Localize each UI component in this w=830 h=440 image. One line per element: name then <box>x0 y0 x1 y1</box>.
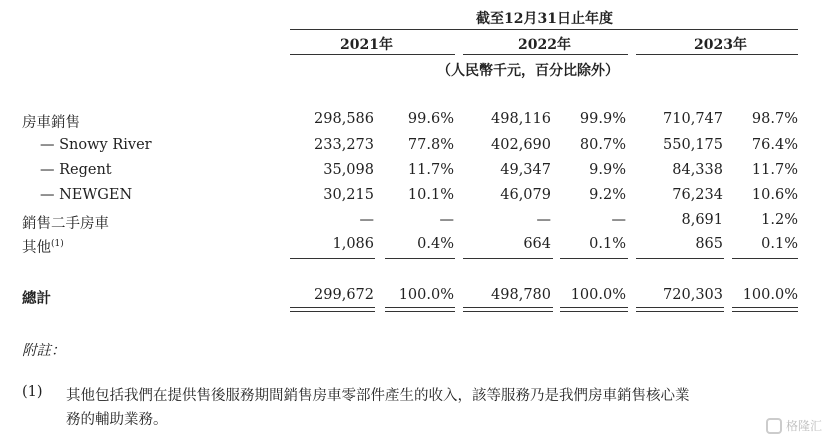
row-label-wrapper <box>22 236 64 257</box>
subtotal-rule-2022-percent <box>560 258 628 259</box>
value-2022: 664 <box>523 236 551 252</box>
value-2022: — <box>536 212 551 228</box>
percent-2023: 76.4% <box>751 137 798 153</box>
value-2023: 865 <box>695 236 723 252</box>
percent-2022: 9.9% <box>589 162 626 178</box>
total-double-rule-2023-percent <box>732 307 798 312</box>
percent-2021: 0.4% <box>417 236 454 252</box>
total-double-rule-2021-value <box>290 307 375 312</box>
percent-2022: 0.1% <box>589 236 626 252</box>
year-2021-header: 2021年 <box>340 37 393 53</box>
total-double-rule-2022-percent <box>560 307 628 312</box>
unit-note: （人民幣千元，百分比除外） <box>437 63 619 79</box>
total-percent-2022: 100.0% <box>570 287 626 303</box>
percent-2023: 98.7% <box>751 111 798 127</box>
percent-2022: 9.2% <box>589 187 626 203</box>
value-2021: — <box>359 212 374 228</box>
row-label: — Regent <box>40 162 112 178</box>
total-percent-2023: 100.0% <box>742 287 798 303</box>
watermark <box>766 417 822 434</box>
value-2021: 233,273 <box>314 137 374 153</box>
notes-title: 附註： <box>22 343 66 359</box>
total-double-rule-2021-percent <box>385 307 455 312</box>
footnote-marker: (1) <box>22 384 43 400</box>
subtotal-rule-2022-value <box>463 258 553 259</box>
row-label: 銷售二手房車 <box>22 216 109 232</box>
percent-2021: 11.7% <box>407 162 454 178</box>
header-top-rule <box>290 29 798 30</box>
value-2022: 402,690 <box>491 137 551 153</box>
year-2023-underline <box>636 54 798 55</box>
footnote-line-2: 務的輔助業務。 <box>66 412 168 428</box>
value-2023: 76,234 <box>672 187 723 203</box>
value-2021: 30,215 <box>323 187 374 203</box>
total-label: 總計 <box>22 290 51 307</box>
total-percent-2021: 100.0% <box>398 287 454 303</box>
logo-icon <box>766 418 782 434</box>
percent-2022: 99.9% <box>579 111 626 127</box>
value-2021: 35,098 <box>323 162 374 178</box>
value-2023: 710,747 <box>663 111 723 127</box>
subtotal-rule-2023-percent <box>732 258 798 259</box>
value-2022: 49,347 <box>500 162 551 178</box>
percent-2023: 1.2% <box>761 212 798 228</box>
value-2022: 498,116 <box>491 111 551 127</box>
total-2021: 299,672 <box>314 287 374 303</box>
percent-2023: 0.1% <box>761 236 798 252</box>
percent-2022: 80.7% <box>579 137 626 153</box>
subtotal-rule-2021-percent <box>385 258 455 259</box>
year-2022-underline <box>463 54 628 55</box>
total-2023: 720,303 <box>663 287 723 303</box>
value-2022: 46,079 <box>500 187 551 203</box>
percent-2021: 99.6% <box>407 111 454 127</box>
percent-2021: — <box>439 212 454 228</box>
value-2023: 84,338 <box>672 162 723 178</box>
value-2021: 298,586 <box>314 111 374 127</box>
value-2023: 8,691 <box>681 212 723 228</box>
percent-2022: — <box>611 212 626 228</box>
total-double-rule-2022-value <box>463 307 553 312</box>
percent-2021: 10.1% <box>407 187 454 203</box>
value-2021: 1,086 <box>332 236 374 252</box>
footnote-line-1: 其他包括我們在提供售後服務期間銷售房車零部件產生的收入，該等服務乃是我們房車銷售核心業 <box>66 388 690 404</box>
year-2022-header: 2022年 <box>518 37 571 53</box>
year-2023-header: 2023年 <box>694 37 747 53</box>
subtotal-rule-2021-value <box>290 258 375 259</box>
percent-2023: 11.7% <box>751 162 798 178</box>
row-label: — Snowy River <box>40 137 152 153</box>
watermark-text: 格隆汇 <box>785 419 822 433</box>
subtotal-rule-2023-value <box>636 258 724 259</box>
period-title: 截至12月31日止年度 <box>476 11 613 27</box>
year-2021-underline <box>290 54 455 55</box>
percent-2023: 10.6% <box>751 187 798 203</box>
footnote-ref: (1) <box>51 239 64 250</box>
row-label: 房車銷售 <box>22 115 80 131</box>
row-label: — NEWGEN <box>40 187 133 203</box>
total-double-rule-2023-value <box>636 307 724 312</box>
value-2023: 550,175 <box>663 137 723 153</box>
row-label: 其他 <box>22 240 51 256</box>
percent-2021: 77.8% <box>407 137 454 153</box>
total-2022: 498,780 <box>491 287 551 303</box>
